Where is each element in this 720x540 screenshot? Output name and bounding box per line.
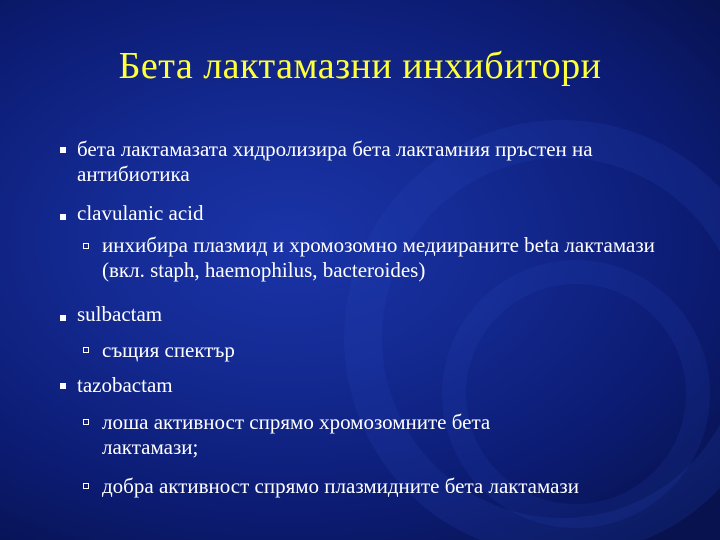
- hollow-square-bullet-icon: [83, 483, 89, 489]
- bullet-item-level1: clavulanic acid: [77, 201, 204, 225]
- bullet-item-level1: tazobactam: [77, 373, 173, 397]
- bullet-item-level2: лоша активност спрямо хромозомните бета лактамази;: [102, 410, 491, 459]
- bullet-item-level2: инхибира плазмид и хромозомно медиираните beta лактамази (вкл. staph, haemophilus, bacteroides): [102, 233, 655, 282]
- filled-square-bullet-icon: [60, 214, 66, 220]
- filled-square-bullet-icon: [60, 315, 66, 321]
- hollow-square-bullet-icon: [83, 243, 89, 249]
- filled-square-bullet-icon: [60, 147, 66, 153]
- slide-title: Бета лактамазни инхибитори: [118, 45, 602, 87]
- hollow-square-bullet-icon: [83, 347, 89, 353]
- filled-square-bullet-icon: [60, 383, 66, 389]
- hollow-square-bullet-icon: [83, 419, 89, 425]
- bullet-item-level1: sulbactam: [77, 302, 163, 326]
- bullet-item-level1: бета лактамазата хидролизира бета лактамния пръстен на антибиотика: [77, 137, 593, 186]
- bullet-item-level2: същия спектър: [102, 338, 235, 362]
- bullet-item-level2: добра активност спрямо плазмидните бета лактамази: [102, 474, 579, 498]
